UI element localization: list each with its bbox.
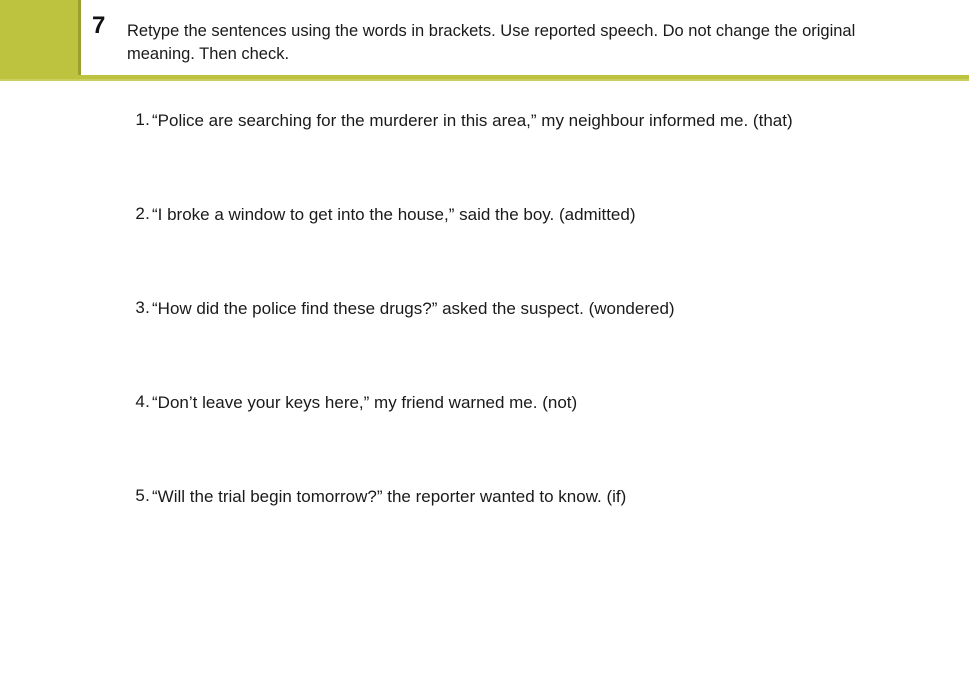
list-item-text: “Police are searching for the murderer in this area,” my neighbour informed me. (that)	[152, 111, 793, 130]
list-item-number: 4.	[135, 392, 150, 411]
exercise-header	[0, 0, 969, 78]
list-item-text: “How did the police find these drugs?” asked the suspect. (wondered)	[152, 299, 675, 318]
list-item-text: “Don’t leave your keys here,” my friend warned me. (not)	[152, 393, 578, 412]
exercise-instruction: Retype the sentences using the words in brackets. Use reported speech. Do not change the original meaning. Then check.	[127, 22, 856, 63]
list-item-number: 1.	[135, 110, 150, 129]
list-item	[0, 392, 969, 486]
header-divider-thin	[0, 79, 969, 81]
exercise-number: 7	[92, 12, 106, 39]
header-vertical-rule	[78, 0, 81, 75]
list-item	[0, 110, 969, 204]
list-item-number: 5.	[135, 486, 150, 505]
list-item-number: 2.	[135, 204, 150, 223]
list-item	[0, 204, 969, 298]
exercise-items	[0, 110, 969, 580]
list-item	[0, 298, 969, 392]
list-item-text: “I broke a window to get into the house,” said the boy. (admitted)	[152, 205, 636, 224]
header-color-block	[0, 0, 78, 75]
list-item-number: 3.	[135, 298, 150, 317]
list-item-text: “Will the trial begin tomorrow?” the reporter wanted to know. (if)	[152, 487, 627, 506]
list-item	[0, 486, 969, 580]
